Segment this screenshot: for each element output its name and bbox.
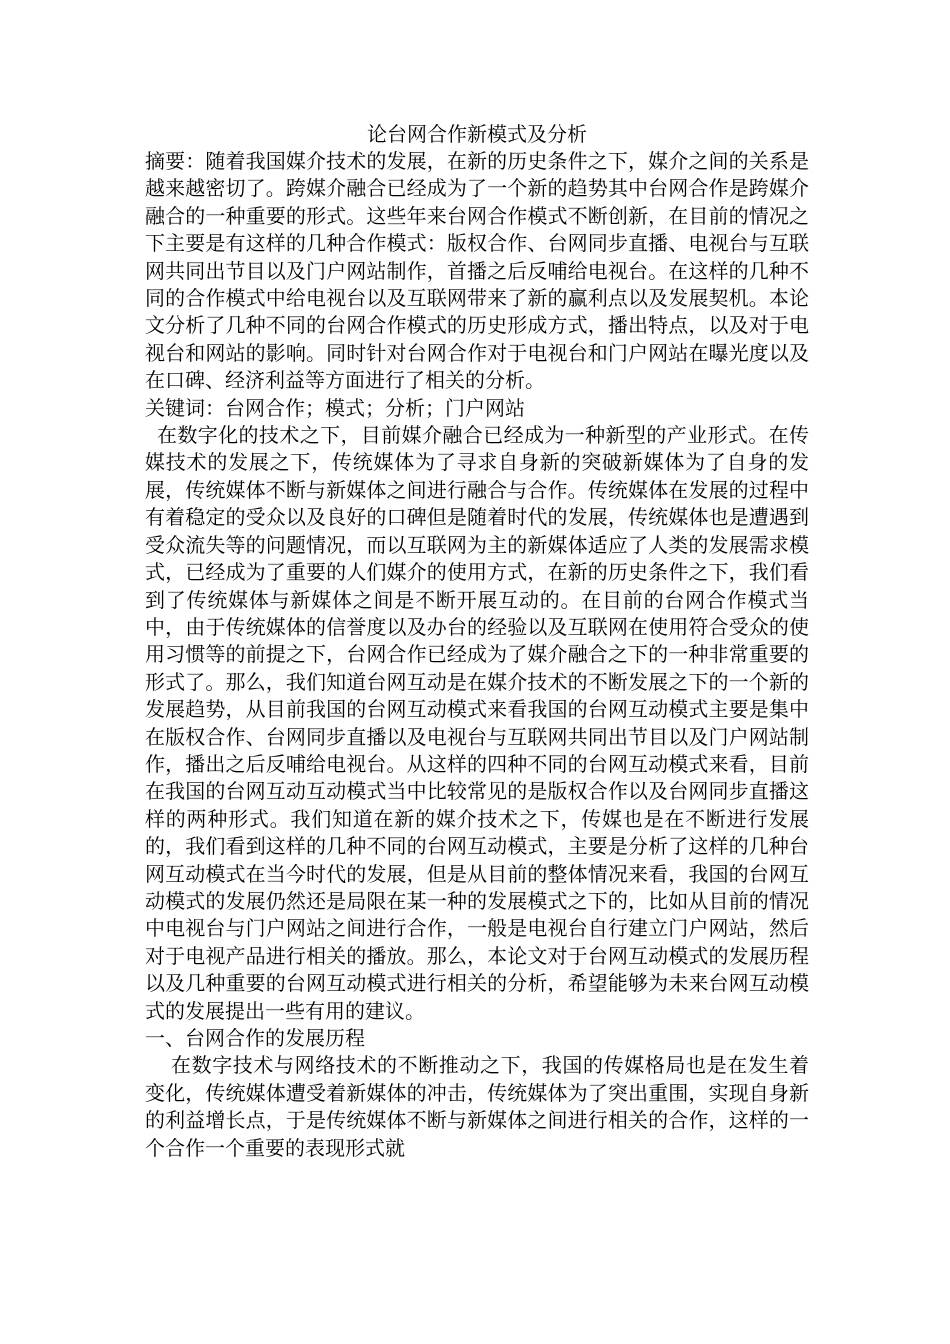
section-heading: 一、台网合作的发展历程 (145, 1026, 365, 1050)
abstract-paragraph: 摘要：随着我国媒介技术的发展，在新的历史条件之下，媒介之间的关系是越来越密切了。跨媒介融合已经成为了一个新的趋势其中台网合作是跨媒介融合的一种重要的形式。这些年来台网合作模式不断创新，在目前的情况之下主要是有这样的几种合作模式：版权合作、台网同步直播、电视台与互联网共同出节目以及门户网站制作，首播之后反哺给电视台。在这样的几种不同的合作模式中给电视台以及互联网带来了新的赢利点以及发展契机。本论文分析了几种不同的台网合作模式的历史形成方式，播出特点，以及对于电视台和网站的影响。同时针对台网合作对于电视台和门户网站在曝光度以及在口碑、经济利益等方面进行了相关的分析。 (145, 149, 809, 393)
keywords-line: 关键词：台网合作；模式；分析；门户网站 (145, 395, 525, 420)
intro-paragraph: 在数字化的技术之下，目前媒介融合已经成为一种新型的产业形式。在传媒技术的发展之下，传统媒体为了寻求自身新的突破新媒体为了自身的发展，传统媒体不断与新媒体之间进行融合与合作。传统媒体在发展的过程中有着稳定的受众以及良好的口碑但是随着时代的发展，传统媒体也是遭遇到受众流失等的问题情况，而以互联网为主的新媒体适应了人类的发展需求模式，已经成为了重要的人们媒介的使用方式，在新的历史条件之下，我们看到了传统媒体与新媒体之间是不断开展互动的。在目前的台网合作模式当中，由于传统媒体的信誉度以及办台的经验以及互联网在使用符合受众的使用习惯等的前提之下，台网合作已经成为了媒介融合之下的一种非常重要的形式了。那么，我们知道台网互动是在媒介技术的不断发展之下的一个新的发展趋势，从目前我国的台网互动模式来看我国的台网互动模式主要是集中在版权合作、台网同步直播以及电视台与互联网共同出节目以及门户网站制作，播出之后反哺给电视台。从这样的四种不同的台网互动模式来看，目前在我国的台网互动互动模式当中比较常见的是版权合作以及台网同步直播这样的两种形式。我们知道在新的媒介技术之下，传媒也是在不断进行发展的，我们看到这样的几种不同的台网互动模式，主要是分析了这样的几种台网互动模式在当今时代的发展，但是从目前的整体情况来看，我国的台网互动模式的发展仍然还是局限在某一种的发展模式之下的，比如从目前的情况中电视台与门户网站之间进行合作，一般是电视台自行建立门户网站，然后对于电视产品进行相关的播放。那么，本论文对于台网互动模式的发展历程以及几种重要的台网互动模式进行相关的分析，希望能够为未来台网互动模式的发展提出一些有用的建议。 (145, 423, 809, 1023)
section-paragraph: 在数字技术与网络技术的不断推动之下，我国的传媒格局也是在发生着变化，传统媒体遭受着新媒体的冲击，传统媒体为了突出重围，实现自身新的利益增长点，于是传统媒体不断与新媒体之间进行相关的合作，这样的一个合作一个重要的表现形式就 (145, 1053, 809, 1160)
document-title: 论台网合作新模式及分析 (367, 122, 587, 146)
document-page (145, 120, 809, 1162)
